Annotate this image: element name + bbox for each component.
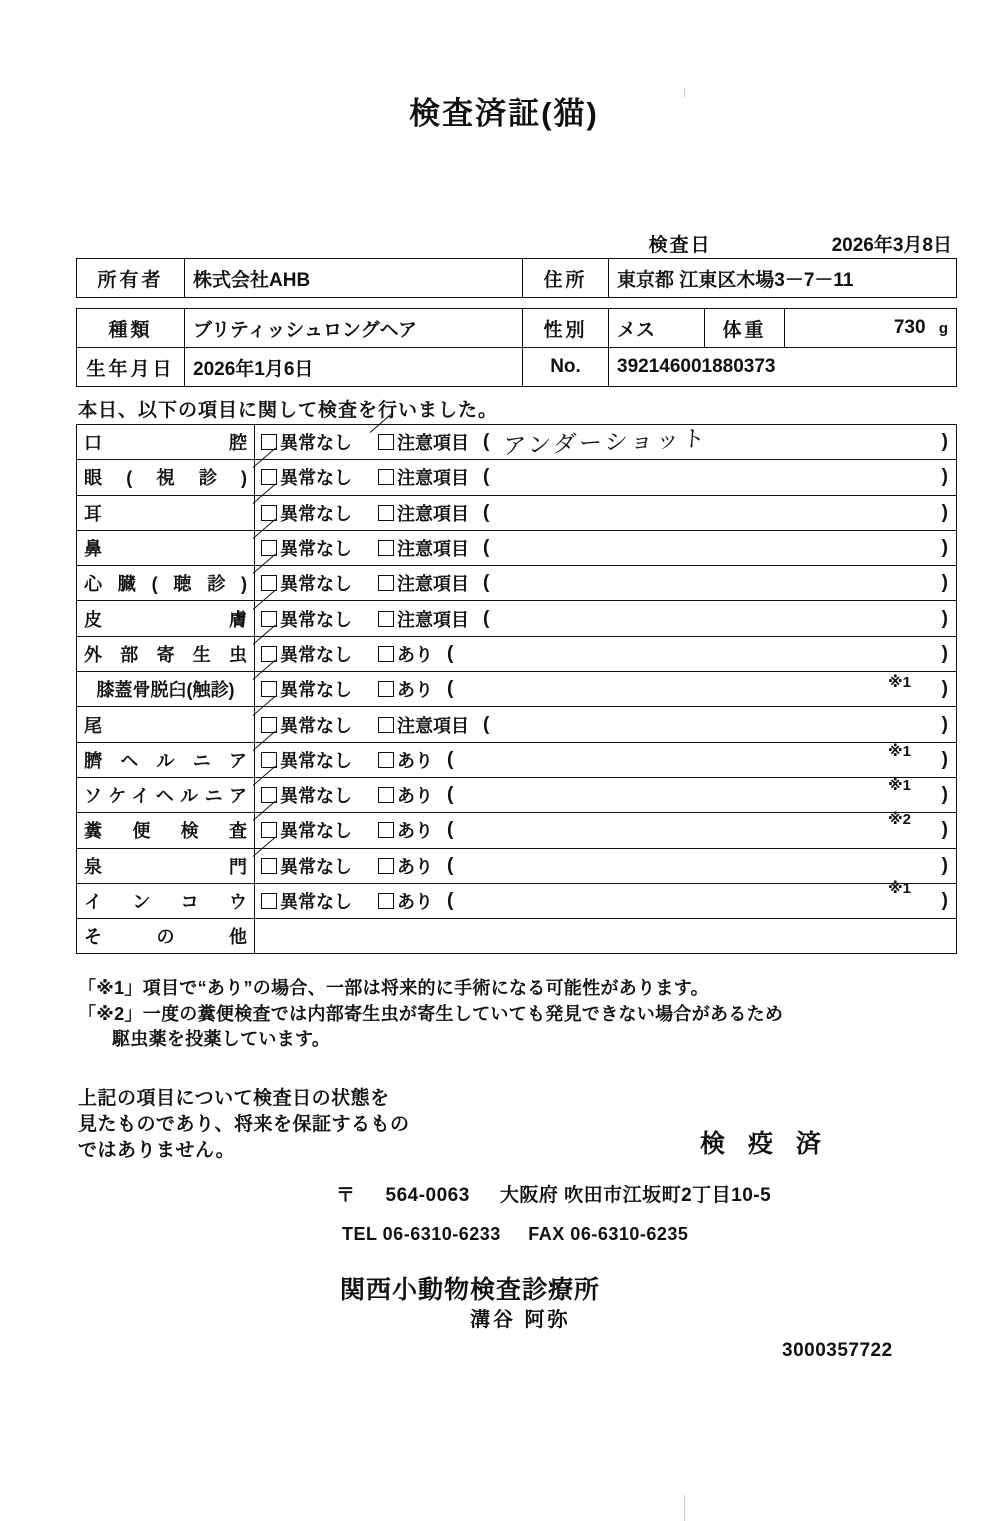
checkbox-option-normal[interactable] (261, 747, 352, 773)
footnote-marker: ※1 (888, 674, 911, 692)
owner-table (76, 258, 957, 298)
checkbox-option-label: 異常なし (280, 433, 352, 454)
checklist-row-options (255, 848, 957, 883)
checkbox-option-label: 異常なし (280, 715, 352, 736)
checklist-row-label: 鼻 (77, 530, 255, 565)
checkbox-option-normal[interactable] (261, 535, 352, 561)
checkbox-icon[interactable] (378, 540, 394, 556)
weight-cell (785, 309, 957, 348)
weight-unit: g (938, 320, 948, 337)
intro-text: 本日、以下の項目に関して検査を行いました。 (78, 400, 499, 421)
note-field[interactable] (447, 678, 956, 700)
checklist-row-label: その他 (77, 919, 255, 954)
postal-code: 564-0063 (385, 1185, 470, 1206)
footnote-1: 「※1」項目で“あり”の場合、一部は将来的に手術になる可能性があります。 (78, 978, 709, 998)
checkbox-option-secondary[interactable] (378, 712, 469, 738)
checkbox-option-secondary[interactable] (378, 676, 433, 702)
exam-date-line (0, 230, 1008, 257)
paren-left: ( (483, 607, 490, 629)
checkbox-option-label: 異常なし (280, 468, 352, 489)
disclaimer-line-2: 見たものであり、将来を保証するもの (78, 1114, 410, 1136)
checklist-row-options (255, 919, 957, 954)
footnote-marker: ※1 (888, 879, 911, 897)
checklist-row-options (255, 777, 957, 812)
checkbox-option-label: 注意項目 (397, 539, 469, 560)
paren-left: ( (447, 890, 454, 911)
checklist-row-options (255, 883, 957, 918)
paren-right: ) (941, 819, 948, 841)
paren-left: ( (483, 537, 490, 559)
table-row (77, 425, 957, 460)
scan-edge-mark-bottom (684, 1495, 685, 1521)
footnote-marker: ※1 (888, 742, 911, 760)
checkbox-icon[interactable] (378, 893, 394, 909)
checkbox-option-normal[interactable] (261, 570, 352, 596)
checkbox-option-normal[interactable] (261, 606, 352, 632)
checkbox-option-secondary[interactable] (378, 570, 469, 596)
certificate-page (0, 88, 1008, 1521)
paren-left: ( (447, 678, 454, 700)
clinic-contact-line (342, 1224, 688, 1245)
owner-value: 株式会社AHB (185, 259, 523, 298)
clinic-name: 関西小動物検査診療所 (340, 1276, 601, 1304)
checkbox-option-secondary[interactable] (378, 747, 433, 773)
checkbox-option-secondary[interactable] (378, 817, 433, 843)
checkbox-option-label: あり (397, 644, 433, 665)
footnote-2: 「※2」一度の糞便検査では内部寄生虫が寄生していても発見できない場合があるため (78, 1003, 784, 1024)
table-row (77, 566, 957, 601)
paren-right: ) (941, 501, 948, 523)
checklist-row-label: インコウ (77, 883, 255, 918)
checklist-row-label: 糞便検査 (77, 813, 255, 848)
checklist-row-label: 臍ヘルニア (77, 742, 255, 777)
checkbox-option-normal[interactable] (261, 500, 352, 526)
paren-right: ) (941, 748, 948, 770)
checked-checkbox-icon[interactable] (378, 434, 394, 450)
checkbox-option-label: 異常なし (280, 856, 352, 877)
paren-right: ) (941, 678, 948, 700)
note-field[interactable] (483, 537, 956, 559)
checkbox-option-label: あり (397, 680, 433, 701)
checkbox-option-label: 異常なし (280, 609, 352, 630)
page-title: 検査済証(猫) (409, 96, 599, 131)
animal-table (76, 308, 957, 387)
note-field[interactable] (447, 890, 956, 912)
checkbox-option-label: 注意項目 (397, 715, 469, 736)
checklist-row-options (255, 530, 957, 565)
checkbox-option-label: あり (397, 750, 433, 771)
checkbox-icon[interactable] (378, 505, 394, 521)
table-row (77, 348, 957, 387)
checkbox-option-label: 異常なし (280, 574, 352, 595)
disclaimer-line-3: ではありません。 (78, 1140, 236, 1162)
table-row (77, 672, 957, 707)
quarantine-stamp: 検 疫 済 (700, 1130, 829, 1158)
table-row (77, 259, 957, 298)
handwritten-note: アンダーショット (502, 425, 710, 460)
paren-right: ) (941, 572, 948, 594)
postal-mark-icon: 〒 (336, 1185, 356, 1206)
checkbox-option-label: 注意項目 (397, 503, 469, 524)
checklist-row-options (255, 742, 957, 777)
checkbox-option-label: あり (397, 892, 433, 912)
checkbox-option-secondary[interactable] (378, 429, 469, 455)
checklist-row-options (255, 495, 957, 530)
paren-right: ) (941, 607, 948, 629)
address-value: 東京都 江東区木場3－7－11 (609, 259, 957, 298)
table-row (77, 777, 957, 812)
checklist-row-options (255, 672, 957, 707)
weight-label: 体重 (705, 309, 785, 348)
checkbox-option-label: 異常なし (280, 750, 352, 771)
checkbox-option-label: あり (397, 821, 433, 842)
checkbox-option-label: 異常なし (280, 892, 352, 912)
checklist-row-label: 外部寄生虫 (77, 636, 255, 671)
checklist-row-label: 口腔 (77, 425, 255, 460)
table-row (77, 530, 957, 565)
owner-label: 所有者 (77, 259, 185, 298)
inspection-checklist-table (76, 424, 957, 954)
checklist-row-options (255, 601, 957, 636)
scan-edge-mark-top (684, 88, 685, 98)
note-field[interactable] (447, 749, 956, 771)
breed-value: ブリティッシュロングヘア (185, 309, 523, 348)
checklist-row-label: 尾 (77, 707, 255, 742)
checkbox-icon[interactable] (378, 787, 394, 803)
checklist-row-options (255, 707, 957, 742)
checklist-row-label: 膝蓋骨脱臼(触診) (77, 672, 255, 707)
checkbox-option-label: 異常なし (280, 539, 352, 560)
checkbox-option-secondary[interactable] (378, 535, 469, 561)
footnotes (78, 976, 783, 1053)
paren-left: ( (447, 642, 454, 664)
table-row (77, 813, 957, 848)
checkbox-option-label: 異常なし (280, 503, 352, 524)
checkbox-option-label: 異常なし (280, 821, 352, 842)
footnote-2-cont: 駆虫薬を投薬しています。 (112, 1029, 331, 1050)
checkbox-option-secondary[interactable] (378, 888, 433, 914)
checklist-row-options (255, 566, 957, 601)
checkbox-icon[interactable] (378, 575, 394, 591)
checklist-row-label: 心臓(聴診) (77, 566, 255, 601)
checklist-row-label: 泉門 (77, 848, 255, 883)
exam-date-label: 検査日 (648, 235, 712, 256)
checkbox-option-secondary[interactable] (378, 782, 433, 808)
paren-left: ( (447, 748, 454, 770)
checkbox-icon[interactable] (378, 822, 394, 838)
checkbox-option-secondary[interactable] (378, 606, 469, 632)
checkbox-option-secondary[interactable] (378, 853, 433, 879)
checkbox-option-label: 注意項目 (397, 468, 469, 489)
note-field[interactable] (483, 425, 956, 460)
checkbox-option-normal[interactable] (261, 641, 352, 667)
footnote-marker: ※1 (888, 777, 911, 794)
note-field[interactable] (447, 855, 956, 877)
checked-checkbox-icon[interactable] (261, 858, 277, 874)
paren-left: ( (483, 501, 490, 523)
no-value: 392146001880373 (609, 348, 957, 387)
paren-right: ) (941, 466, 948, 488)
checkbox-icon[interactable] (261, 893, 277, 909)
checkbox-option-label: あり (397, 856, 433, 877)
checkbox-option-label: 異常なし (280, 644, 352, 665)
checkbox-option-secondary[interactable] (378, 500, 469, 526)
table-row (77, 919, 957, 954)
checkbox-option-normal[interactable] (261, 676, 352, 702)
note-field[interactable] (483, 572, 956, 594)
checkbox-option-normal[interactable] (261, 817, 352, 843)
paren-left: ( (483, 466, 490, 488)
note-field[interactable] (447, 784, 956, 806)
checklist-row-options (255, 636, 957, 671)
checkbox-option-normal[interactable] (261, 712, 352, 738)
birth-label: 生年月日 (77, 348, 185, 387)
sex-value: メス (609, 309, 705, 348)
paren-right: ) (941, 642, 948, 664)
disclaimer-line-1: 上記の項目について検査日の状態を (78, 1088, 390, 1109)
checkbox-icon[interactable] (378, 681, 394, 697)
sex-label: 性別 (523, 309, 609, 348)
paren-left: ( (447, 819, 454, 841)
note-field[interactable] (447, 643, 956, 665)
clinic-address: 大阪府 吹田市江坂町2丁目10-5 (499, 1185, 772, 1206)
checkbox-option-normal[interactable] (261, 464, 352, 490)
checkbox-option-secondary[interactable] (378, 641, 433, 667)
table-row (77, 601, 957, 636)
checklist-row-options (255, 460, 957, 495)
paren-left: ( (483, 431, 490, 453)
paren-right: ) (941, 713, 948, 735)
paren-right: ) (941, 854, 948, 876)
checklist-row-label: 皮膚 (77, 601, 255, 636)
paren-right: ) (941, 431, 948, 453)
checkbox-icon[interactable] (378, 858, 394, 874)
paren-right: ) (941, 890, 948, 911)
veterinarian-name: 溝谷 阿弥 (470, 1309, 571, 1331)
address-label: 住所 (523, 259, 609, 298)
breed-label: 種類 (77, 309, 185, 348)
checkbox-icon[interactable] (378, 469, 394, 485)
checkbox-icon[interactable] (378, 611, 394, 627)
exam-date-value: 2026年3月8日 (831, 235, 952, 256)
checkbox-option-normal[interactable] (261, 429, 352, 455)
checkbox-icon[interactable] (378, 646, 394, 662)
checkbox-option-label: 注意項目 (397, 609, 469, 630)
checkbox-option-secondary[interactable] (378, 464, 469, 490)
checkbox-option-label: あり (397, 786, 433, 807)
clinic-fax: FAX 06-6310-6235 (528, 1224, 689, 1244)
table-row (77, 707, 957, 742)
paren-left: ( (447, 784, 454, 806)
footnote-marker: ※2 (888, 811, 911, 829)
checklist-row-options (255, 425, 957, 460)
note-field[interactable] (483, 714, 956, 736)
weight-value: 730 (893, 317, 926, 338)
birth-value: 2026年1月6日 (185, 348, 523, 387)
paren-left: ( (483, 713, 490, 735)
checkbox-option-label: 異常なし (280, 680, 352, 701)
disclaimer (78, 1086, 410, 1165)
checkbox-icon[interactable] (378, 752, 394, 768)
checkbox-option-label: 異常なし (280, 786, 352, 807)
document-number: 3000357722 (782, 1340, 893, 1361)
table-row (77, 495, 957, 530)
table-row (77, 742, 957, 777)
checkbox-option-label: 注意項目 (397, 433, 469, 454)
table-row (77, 309, 957, 348)
note-field[interactable] (483, 466, 956, 488)
table-row (77, 883, 957, 918)
checklist-row-label: 耳 (77, 495, 255, 530)
note-field[interactable] (483, 608, 956, 630)
checkbox-icon[interactable] (378, 717, 394, 733)
checklist-row-label: ソケイヘルニア (77, 777, 255, 812)
paren-right: ) (941, 537, 948, 559)
checkbox-option-normal[interactable] (261, 853, 352, 879)
clinic-address-line (336, 1180, 771, 1207)
checkbox-option-normal[interactable] (261, 888, 352, 914)
no-label: No. (523, 348, 609, 387)
checkbox-option-normal[interactable] (261, 782, 352, 808)
clinic-tel: TEL 06-6310-6233 (342, 1224, 501, 1244)
note-field[interactable] (447, 819, 956, 841)
note-field[interactable] (483, 502, 956, 524)
checklist-row-label: 眼(視診) (77, 460, 255, 495)
checkbox-option-label: 注意項目 (397, 574, 469, 595)
paren-left: ( (483, 572, 490, 594)
checklist-row-options (255, 813, 957, 848)
table-row (77, 636, 957, 671)
paren-right: ) (941, 784, 948, 806)
paren-left: ( (447, 854, 454, 876)
table-row (77, 848, 957, 883)
table-row (77, 460, 957, 495)
